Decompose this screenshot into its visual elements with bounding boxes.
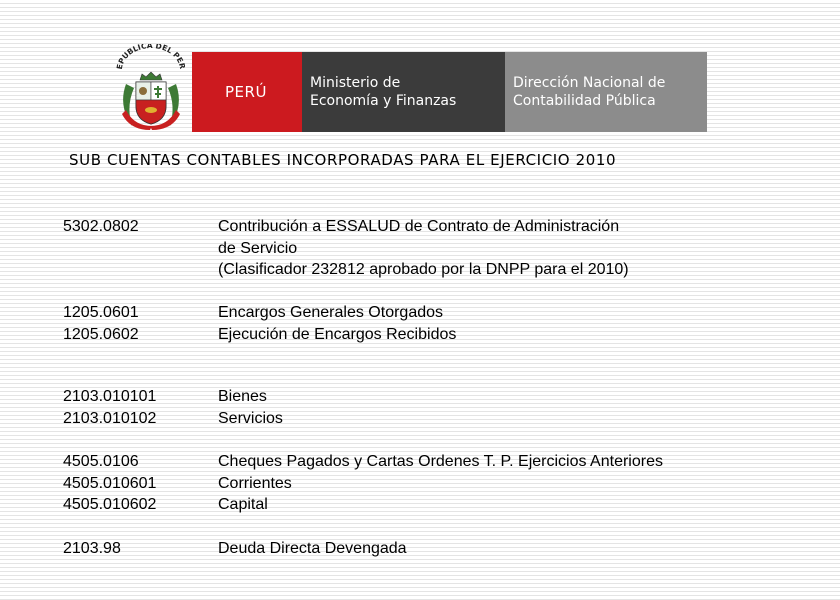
direction-block: [505, 52, 707, 132]
account-description: Contribución a ESSALUD de Contrato de Administración: [218, 218, 620, 235]
ministry-banner: [192, 52, 707, 132]
account-code: 1205.0602: [63, 325, 139, 343]
account-descriptions: [218, 538, 828, 560]
account-codes: [63, 451, 208, 516]
account-code: 4505.0106: [63, 453, 139, 470]
account-code: 5302.0802: [63, 218, 139, 235]
account-description: Deuda Directa Devengada: [218, 540, 407, 557]
account-codes: [63, 386, 208, 429]
crest-arc-text: EPUBLICA DEL PER: [114, 44, 188, 70]
account-code: 2103.010101: [63, 388, 157, 405]
account-descriptions: [218, 386, 828, 429]
account-description: Cheques Pagados y Cartas Ordenes T. P. Ejercicios Anteriores: [218, 453, 663, 470]
account-code: 1205.0601: [63, 304, 139, 321]
account-codes: [63, 538, 208, 560]
account-code: 2103.98: [63, 540, 121, 557]
account-description: Encargos Generales Otorgados: [218, 304, 444, 321]
direction-line-1: Dirección Nacional de: [513, 75, 666, 91]
svg-text:REPUBLICA DEL PERU: [112, 44, 187, 70]
peru-label: PERÚ: [225, 83, 267, 101]
account-description: Servicios: [218, 409, 283, 427]
ministry-line-2: Economía y Finanzas: [310, 93, 457, 109]
account-description: de Servicio: [218, 239, 298, 257]
account-codes: [63, 302, 208, 345]
account-description: (Clasificador 232812 aprobado por la DNPP para el 2010): [218, 261, 629, 278]
peru-coat-of-arms: [112, 44, 190, 134]
ministry-block: [302, 52, 505, 132]
account-code: 2103.010102: [63, 409, 157, 427]
account-codes: [63, 216, 208, 238]
account-code: 4505.010601: [63, 474, 157, 492]
account-code: 4505.010602: [63, 496, 157, 513]
account-description: Bienes: [218, 388, 267, 405]
account-description: Capital: [218, 496, 268, 513]
page-title: SUB CUENTAS CONTABLES INCORPORADAS PARA EL EJERCICIO 2010: [69, 151, 617, 169]
account-descriptions: [218, 302, 828, 345]
account-description: Ejecución de Encargos Recibidos: [218, 325, 457, 343]
peru-block: [192, 52, 302, 132]
account-description: Corrientes: [218, 474, 292, 492]
account-descriptions: [218, 451, 828, 516]
ministry-line-1: Ministerio de: [310, 75, 401, 91]
account-descriptions: [218, 216, 828, 281]
direction-line-2: Contabilidad Pública: [513, 93, 656, 109]
